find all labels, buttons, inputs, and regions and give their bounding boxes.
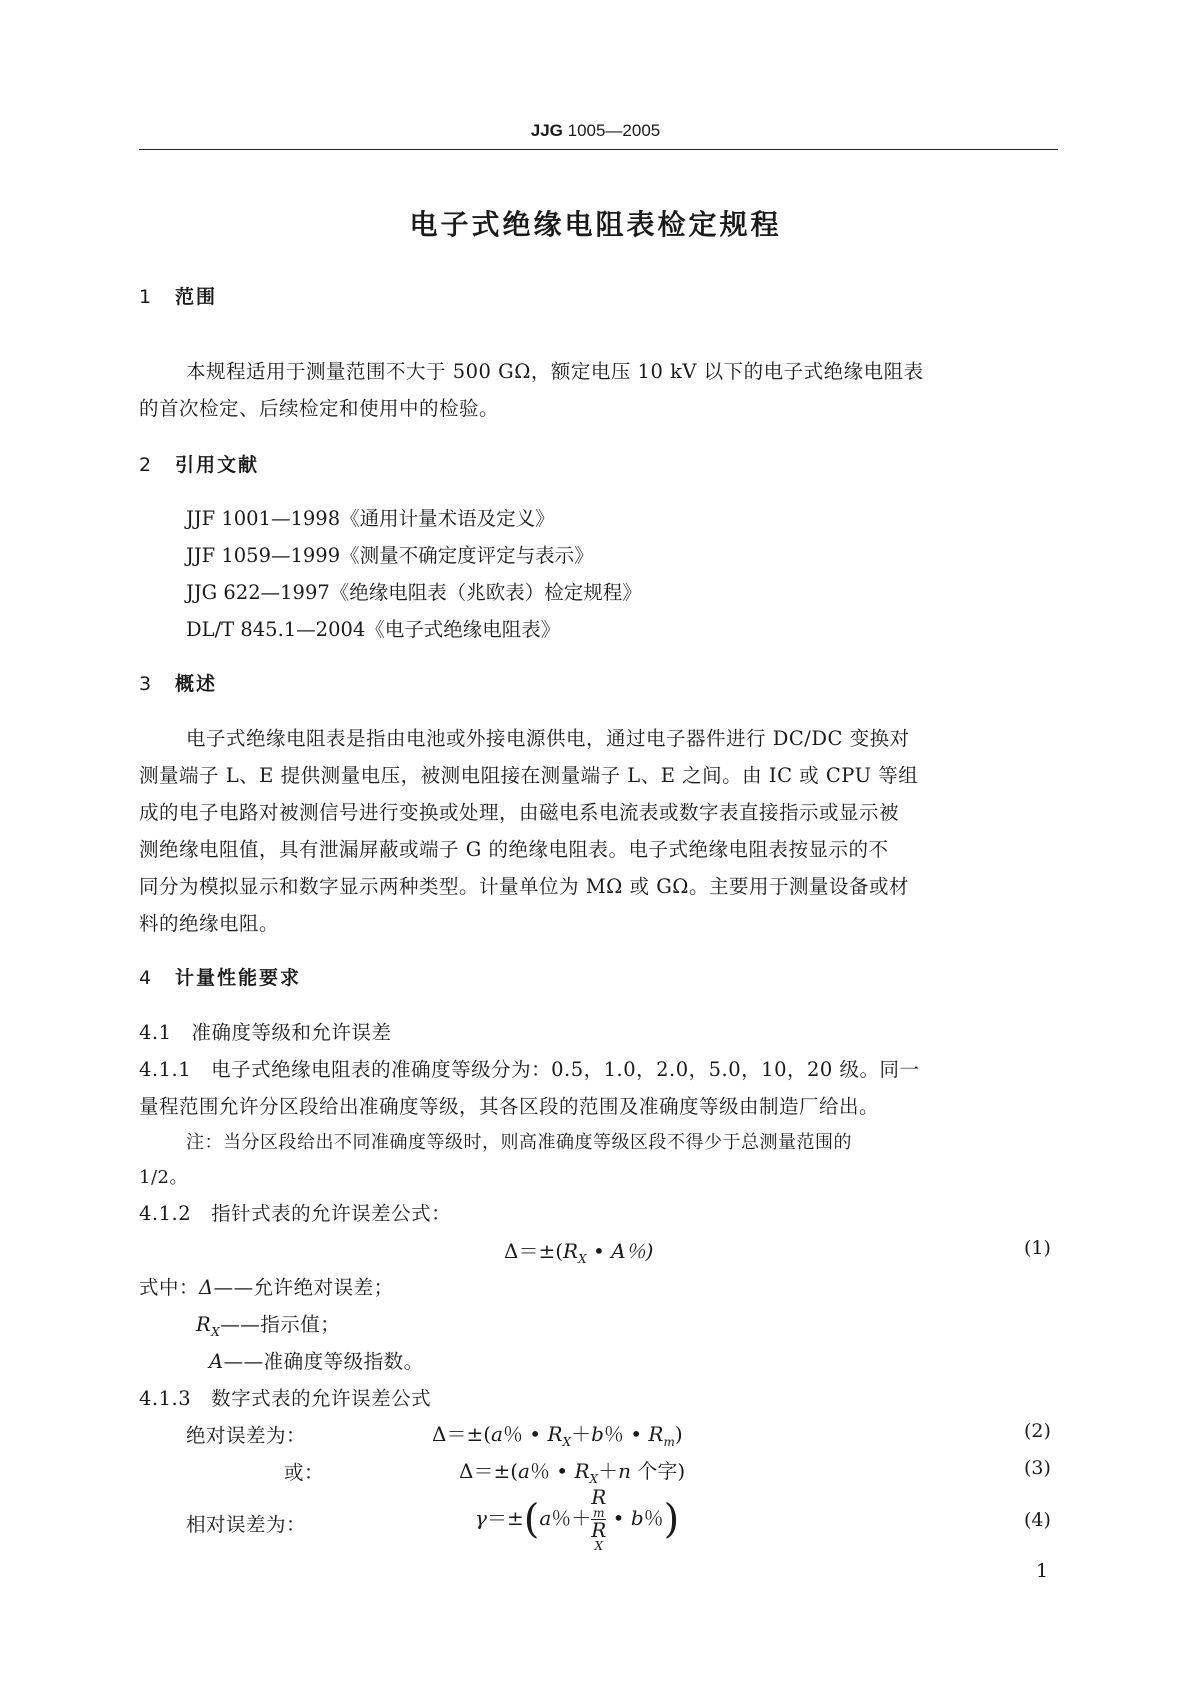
def1-text: ——允许绝对误差； bbox=[213, 1276, 394, 1299]
equation-1 bbox=[504, 1235, 653, 1266]
def2-sub: X bbox=[211, 1325, 221, 1339]
eq1-r-sub: X bbox=[578, 1252, 587, 1266]
subsection-4-1-3: 4.1.3 数字式表的允许误差公式 bbox=[139, 1387, 432, 1410]
where-label: 式中： bbox=[139, 1276, 200, 1299]
eq1-rhs: • A％) bbox=[586, 1239, 654, 1263]
where-line bbox=[139, 1272, 394, 1300]
equation-4: γ＝±(a％＋ R m R X • b％) bbox=[475, 1485, 680, 1553]
section-4-heading bbox=[139, 963, 301, 990]
sec3-line-1: 电子式绝缘电阻表是指由电池或外接电源供电，通过电子器件进行 DC/DC 变换对 bbox=[186, 727, 910, 750]
reference-item: JJG 622—1997《绝缘电阻表（兆欧表）检定规程》 bbox=[186, 581, 642, 604]
def1-symbol: Δ bbox=[199, 1276, 214, 1299]
def3-symbol: A bbox=[209, 1350, 224, 1373]
section-3-heading bbox=[139, 669, 217, 696]
sec3-line-3: 成的电子电路对被测信号进行变换或处理，由磁电系电流表或数字表直接指示或显示被 bbox=[139, 801, 900, 824]
subsection-4-1: 4.1 准确度等级和允许误差 bbox=[139, 1021, 392, 1044]
sec3-line-5: 同分为模拟显示和数字显示两种类型。计量单位为 MΩ 或 GΩ。主要用于测量设备或材 bbox=[139, 875, 909, 898]
section-1-heading bbox=[139, 282, 217, 309]
reference-item: JJF 1059—1999《测量不确定度评定与表示》 bbox=[186, 544, 594, 567]
eq1-r: R bbox=[563, 1239, 579, 1263]
section-3-title: 概述 bbox=[175, 673, 218, 695]
section-4-number: 4 bbox=[139, 967, 154, 989]
sec1-line-2: 的首次检定、后续检定和使用中的检验。 bbox=[139, 397, 500, 420]
section-1-number: 1 bbox=[139, 286, 154, 308]
reference-item: JJF 1001—1998《通用计量术语及定义》 bbox=[186, 507, 555, 530]
eq4-label: 相对误差为： bbox=[186, 1513, 307, 1536]
section-2-heading bbox=[139, 450, 259, 477]
def3-text: ——准确度等级指数。 bbox=[223, 1350, 424, 1373]
def2-line bbox=[196, 1309, 340, 1339]
document-title: 电子式绝缘电阻表检定规程 bbox=[409, 208, 782, 241]
equation-4-number: (4) bbox=[1024, 1509, 1051, 1531]
def2-symbol: R bbox=[196, 1313, 212, 1336]
def2-text: ——指示值； bbox=[220, 1313, 341, 1336]
section-3-number: 3 bbox=[139, 673, 154, 695]
note-line-1: 注：当分区段给出不同准确度等级时，则高准确度等级区段不得少于总测量范围的 bbox=[186, 1132, 852, 1153]
note-line-2: 1/2。 bbox=[139, 1167, 188, 1188]
running-header bbox=[0, 121, 1191, 141]
equation-1-number: (1) bbox=[1024, 1237, 1051, 1259]
header-prefix: JJG bbox=[530, 121, 563, 140]
equation-3-number: (3) bbox=[1024, 1457, 1051, 1479]
equation-3: Δ＝±(a％ • $R_X+n$ 个字) bbox=[459, 1459, 686, 1486]
section-4-title: 计量性能要求 bbox=[175, 967, 302, 989]
equation-2: Δ＝±(a％ • $R_X+b$％ • $R_m$) bbox=[432, 1422, 683, 1449]
section-1-title: 范围 bbox=[175, 286, 218, 308]
eq2-label: 绝对误差为： bbox=[186, 1424, 307, 1447]
eq1-lhs: Δ＝±( bbox=[504, 1239, 564, 1263]
sec3-line-4: 测绝缘电阻值，具有泄漏屏蔽或端子 G 的绝缘电阻表。电子式绝缘电阻表按显示的不 bbox=[139, 838, 889, 861]
eq3-label: 或： bbox=[284, 1461, 325, 1484]
subsection-4-1-2: 4.1.2 指针式表的允许误差公式： bbox=[139, 1202, 452, 1225]
page-number: 1 bbox=[1036, 1560, 1049, 1582]
subsection-4-1-1-line-1: 4.1.1 电子式绝缘电阻表的准确度等级分为：0.5，1.0，2.0，5.0，10，20 级。同一 bbox=[139, 1058, 920, 1081]
subsection-4-1-1-line-2: 量程范围允许分区段给出准确度等级，其各区段的范围及准确度等级由制造厂给出。 bbox=[139, 1095, 880, 1118]
def3-line bbox=[209, 1346, 424, 1374]
header-code: 1005—2005 bbox=[567, 121, 661, 140]
sec1-line-1: 本规程适用于测量范围不大于 500 GΩ，额定电压 10 kV 以下的电子式绝缘电阻表 bbox=[186, 360, 924, 383]
section-2-number: 2 bbox=[139, 454, 154, 476]
equation-2-number: (2) bbox=[1024, 1420, 1051, 1442]
section-2-title: 引用文献 bbox=[175, 454, 260, 476]
reference-item: DL/T 845.1—2004《电子式绝缘电阻表》 bbox=[186, 618, 561, 641]
sec3-line-6: 料的绝缘电阻。 bbox=[139, 912, 280, 935]
header-rule bbox=[139, 149, 1058, 150]
sec3-line-2: 测量端子 L、E 提供测量电压，被测电阻接在测量端子 L、E 之间。由 IC 或 CPU 等组 bbox=[139, 764, 919, 787]
